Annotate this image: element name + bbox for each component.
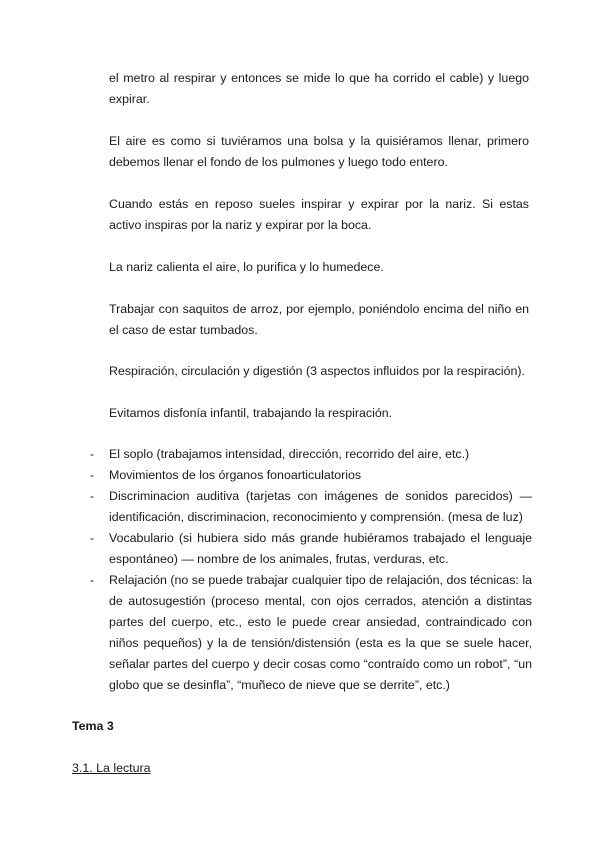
paragraph-dysphonia: Evitamos disfonía infantil, trabajando la respiración.	[109, 406, 393, 420]
paragraph-nose: La nariz calienta el aire, lo purifica y lo humedece.	[109, 260, 384, 274]
paragraph-rice-bags: Trabajar con saquitos de arroz, por ejemplo, poniéndolo encima del niño en el caso de estar tumbados.	[109, 302, 529, 337]
list-item	[72, 570, 532, 696]
list-bullet: -	[90, 468, 95, 482]
section-heading: Tema 3	[72, 719, 114, 733]
list-bullet: -	[90, 447, 95, 461]
list-bullet: -	[90, 531, 95, 545]
paragraph-three-aspects: Respiración, circulación y digestión (3 aspectos influidos por la respiración).	[109, 364, 525, 378]
list-item-text: Relajación (no se puede trabajar cualquier tipo de relajación, dos técnicas: la de autosugestión (proceso mental, con ojos cerrados, atención a distintas partes del cuerpo, etc., esto le puede crear ansiedad, contraindicado con niños pequeños) y la de tensión/distensión (esta es la que se suele hacer, señalar partes del cuerpo y decir cosas como “contraído como un robot”, “un globo que se desinfla”, “muñeco de nieve que se derrite”, etc.)	[109, 573, 532, 692]
subsection-heading: 3.1. La lectura	[72, 761, 151, 775]
list-item-text: Vocabulario (si hubiera sido más grande hubiéramos trabajado el lenguaje espontáneo) — nombre de los animales, frutas, verduras, etc.	[109, 531, 532, 566]
list-item	[72, 444, 532, 465]
list-bullet: -	[90, 489, 95, 503]
list-item	[72, 528, 532, 570]
list-bullet: -	[90, 573, 95, 587]
paragraph-rest-breathing: Cuando estás en reposo sueles inspirar y expirar por la nariz. Si estas activo inspiras por la nariz y expirar por la boca.	[109, 197, 529, 232]
activities-list	[72, 444, 532, 696]
list-item-text: Movimientos de los órganos fonoarticulatorios	[109, 468, 362, 482]
paragraph-breathing-cable: el metro al respirar y entonces se mide lo que ha corrido el cable) y luego expirar.	[109, 71, 529, 106]
list-item	[72, 486, 532, 528]
list-item	[72, 465, 532, 486]
list-item-text: El soplo (trabajamos intensidad, dirección, recorrido del aire, etc.)	[109, 447, 470, 461]
paragraph-air-bag: El aire es como si tuviéramos una bolsa y la quisiéramos llenar, primero debemos llenar el fondo de los pulmones y luego todo entero.	[109, 134, 529, 169]
list-item-text: Discriminacion auditiva (tarjetas con imágenes de sonidos parecidos) — identificación, discriminacion, reconocimiento y comprensión. (mesa de luz)	[109, 489, 532, 524]
